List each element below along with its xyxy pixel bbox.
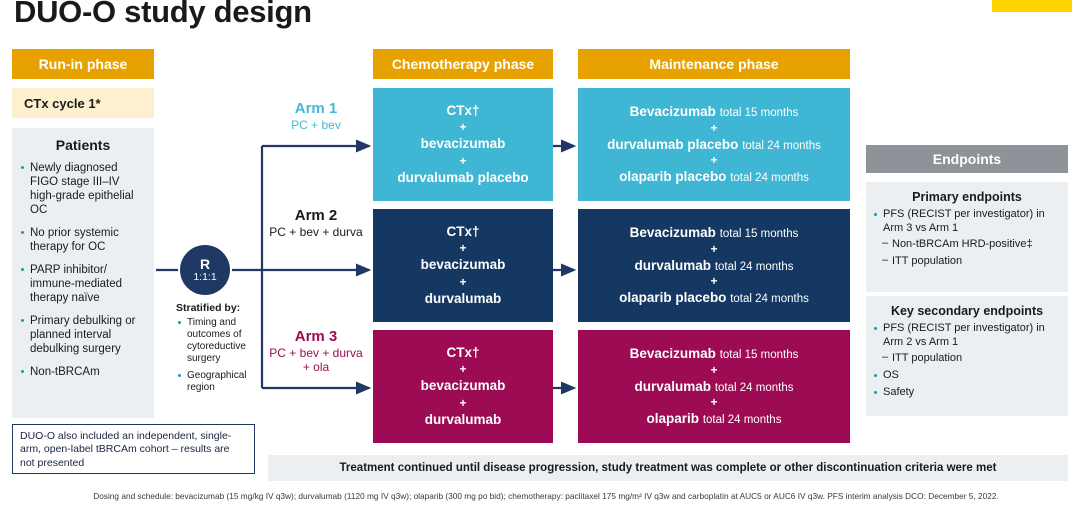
list-item: No prior systemic therapy for OC <box>18 226 148 254</box>
patients-panel <box>12 128 154 418</box>
list-item: – ITT population <box>872 255 1062 269</box>
header-run-in-phase: Run-in phase <box>12 49 154 79</box>
drug-name: Bevacizumab <box>629 103 716 119</box>
maintenance-box-arm-1 <box>578 88 850 201</box>
list-item: Geographical region <box>176 370 272 394</box>
plus-sign: + <box>459 119 467 134</box>
list-item: Safety <box>872 386 1062 400</box>
arm-1-name: Arm 1 <box>294 100 338 117</box>
maintenance-line-1 <box>630 345 799 363</box>
arm-1-label <box>268 100 364 132</box>
primary-endpoints-panel <box>866 182 1068 292</box>
chemo-line-3: durvalumab <box>424 412 502 428</box>
maintenance-line-1 <box>630 224 799 242</box>
drug-name: olaparib <box>646 411 700 427</box>
list-item: – ITT population <box>872 352 1062 366</box>
arm-2-label <box>268 207 364 239</box>
maintenance-line-3 <box>619 168 809 186</box>
plus-sign: + <box>459 274 467 289</box>
list-item: – Non-tBRCAm HRD-positive‡ <box>872 238 1062 252</box>
patients-list <box>12 161 154 379</box>
drug-name: durvalumab <box>634 257 712 273</box>
maintenance-box-arm-3 <box>578 330 850 443</box>
plus-sign: + <box>459 395 467 410</box>
chemo-line-1: CTx† <box>446 344 480 360</box>
list-item: Newly diagnosed FIGO stage III–IV high-grade epithelial OC <box>18 161 148 217</box>
list-item: PFS (RECIST per investigator) in Arm 2 vs Arm 1 <box>872 322 1062 349</box>
drug-name: durvalumab <box>634 378 712 394</box>
tbrcam-cohort-note: DUO-O also included an independent, single-arm, open-label tBRCAm cohort – results are not presented <box>12 424 255 474</box>
secondary-endpoints-panel <box>866 296 1068 416</box>
randomization-circle <box>180 245 230 295</box>
arm-2-name: Arm 2 <box>294 207 338 224</box>
maintenance-box-arm-2 <box>578 209 850 322</box>
header-endpoints: Endpoints <box>866 145 1068 173</box>
chemo-line-3: durvalumab placebo <box>397 170 529 186</box>
stratified-by-title: Stratified by: <box>176 302 241 314</box>
chemo-line-1: CTx† <box>446 102 480 118</box>
duration: total 15 months <box>719 227 799 240</box>
drug-name: olaparib placebo <box>619 169 727 185</box>
chemo-line-3: durvalumab <box>424 291 502 307</box>
plus-sign: + <box>710 274 718 289</box>
drug-name: olaparib placebo <box>619 290 727 306</box>
duration: total 15 months <box>719 348 799 361</box>
patients-title: Patients <box>55 137 111 153</box>
arm-1-detail: PC + bev <box>291 118 341 132</box>
randomization-letter: R <box>199 255 211 272</box>
arm-2-detail: PC + bev + durva <box>269 225 363 239</box>
chemo-line-1: CTx† <box>446 223 480 239</box>
list-item: Non-tBRCAm <box>18 365 148 379</box>
randomization-ratio: 1:1:1 <box>193 271 217 284</box>
list-item: Primary debulking or planned interval debulking surgery <box>18 314 148 356</box>
arm-3-label <box>268 328 364 375</box>
chemo-box-arm-3 <box>373 330 553 443</box>
maintenance-line-3 <box>619 289 809 307</box>
page-title: DUO-O study design <box>14 0 312 29</box>
plus-sign: + <box>710 153 718 168</box>
maintenance-line-2 <box>635 257 794 275</box>
maintenance-line-2 <box>635 378 794 396</box>
duration: total 24 months <box>730 293 809 306</box>
ctx-cycle-box: CTx cycle 1* <box>12 88 154 118</box>
plus-sign: + <box>459 153 467 168</box>
drug-name: Bevacizumab <box>629 345 716 361</box>
drug-name: Bevacizumab <box>629 224 716 240</box>
header-chemotherapy-phase: Chemotherapy phase <box>373 49 553 79</box>
arm-3-detail: PC + bev + durva + ola <box>269 346 363 375</box>
chemo-line-2: bevacizumab <box>420 378 506 394</box>
list-item: OS <box>872 369 1062 383</box>
plus-sign: + <box>459 240 467 255</box>
dosing-footnote: Dosing and schedule: bevacizumab (15 mg/kg IV q3w); durvalumab (1120 mg IV q3w); olaparib (300 mg po bid); chemotherapy: paclitaxel 175 mg/m² IV q3w and carboplatin at AUC5 or AUC6 IV q3w. PFS interim analysis DCO: December 5, 2022. <box>93 491 999 501</box>
plus-sign: + <box>710 395 718 410</box>
chemo-box-arm-2 <box>373 209 553 322</box>
primary-endpoints-title: Primary endpoints <box>912 190 1022 204</box>
list-item: PARP inhibitor/ immune-mediated therapy naïve <box>18 263 148 305</box>
primary-endpoints-list <box>866 208 1068 269</box>
header-maintenance-phase: Maintenance phase <box>578 49 850 79</box>
chemo-line-2: bevacizumab <box>420 257 506 273</box>
plus-sign: + <box>710 241 718 256</box>
drug-name: durvalumab placebo <box>607 136 739 152</box>
duration: total 15 months <box>719 106 799 119</box>
maintenance-line-2 <box>607 136 821 154</box>
duration: total 24 months <box>714 381 794 394</box>
plus-sign: + <box>459 361 467 376</box>
plus-sign: + <box>710 362 718 377</box>
maintenance-line-1 <box>630 103 799 121</box>
maintenance-line-3 <box>647 410 782 428</box>
list-item: PFS (RECIST per investigator) in Arm 3 vs Arm 1 <box>872 208 1062 235</box>
duration: total 24 months <box>742 139 821 152</box>
duration: total 24 months <box>702 414 782 427</box>
duration: total 24 months <box>730 172 809 185</box>
secondary-endpoints-list <box>866 322 1068 399</box>
yellow-highlight-tag <box>992 0 1072 12</box>
stratification-panel <box>176 302 272 399</box>
plus-sign: + <box>710 120 718 135</box>
duration: total 24 months <box>714 260 794 273</box>
list-item: Timing and outcomes of cytoreductive surgery <box>176 317 272 365</box>
secondary-endpoints-title: Key secondary endpoints <box>890 304 1044 318</box>
stratification-list <box>176 317 272 394</box>
chemo-box-arm-1 <box>373 88 553 201</box>
treatment-continuation-bar: Treatment continued until disease progression, study treatment was complete or other discontinuation criteria were met <box>268 455 1068 481</box>
arm-3-name: Arm 3 <box>294 328 338 345</box>
chemo-line-2: bevacizumab <box>420 136 506 152</box>
